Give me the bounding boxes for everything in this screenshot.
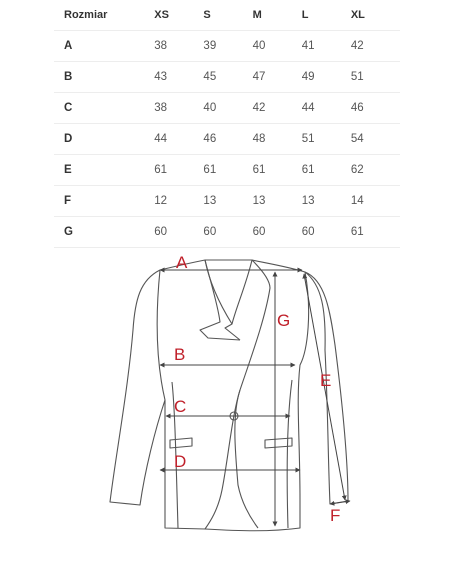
table-cell: 40	[203, 93, 252, 124]
table-cell: 13	[302, 186, 351, 217]
table-cell: 51	[351, 62, 400, 93]
header-m: M	[253, 0, 302, 31]
label-e: E	[320, 371, 332, 390]
table-cell: 61	[253, 155, 302, 186]
table-cell: 38	[154, 93, 203, 124]
table-cell: 45	[203, 62, 252, 93]
table-cell: 61	[302, 155, 351, 186]
table-cell: 48	[253, 124, 302, 155]
label-a: A	[176, 253, 188, 272]
table-cell: 61	[154, 155, 203, 186]
header-l: L	[302, 0, 351, 31]
table-row	[54, 62, 400, 93]
table-cell: 60	[302, 217, 351, 248]
table-cell: 60	[203, 217, 252, 248]
table-cell: 44	[154, 124, 203, 155]
row-label: A	[54, 31, 154, 62]
table-cell: 42	[351, 31, 400, 62]
table-row	[54, 31, 400, 62]
table-cell: 44	[302, 93, 351, 124]
table-cell: 62	[351, 155, 400, 186]
table-row	[54, 93, 400, 124]
table-cell: 51	[302, 124, 351, 155]
table-cell: 47	[253, 62, 302, 93]
table-row	[54, 155, 400, 186]
jacket-measurement-diagram	[0, 240, 452, 584]
table-cell: 40	[253, 31, 302, 62]
label-f: F	[330, 506, 341, 525]
table-cell: 61	[203, 155, 252, 186]
table-cell: 54	[351, 124, 400, 155]
table-header-row	[54, 0, 400, 31]
header-s: S	[203, 0, 252, 31]
row-label: E	[54, 155, 154, 186]
table-row	[54, 186, 400, 217]
table-row	[54, 124, 400, 155]
label-g: G	[277, 311, 291, 330]
table-cell: 49	[302, 62, 351, 93]
table-cell: 12	[154, 186, 203, 217]
measurement-lines	[160, 270, 350, 526]
table-cell: 46	[351, 93, 400, 124]
header-xs: XS	[154, 0, 203, 31]
table-cell: 13	[253, 186, 302, 217]
table-cell: 39	[203, 31, 252, 62]
measure-line-f	[330, 501, 350, 504]
row-label: B	[54, 62, 154, 93]
table-cell: 43	[154, 62, 203, 93]
table-cell: 60	[154, 217, 203, 248]
label-c: C	[174, 397, 187, 416]
table-cell: 46	[203, 124, 252, 155]
table-cell: 60	[253, 217, 302, 248]
row-label: C	[54, 93, 154, 124]
label-b: B	[174, 345, 186, 364]
table-cell: 38	[154, 31, 203, 62]
row-label: D	[54, 124, 154, 155]
table-cell: 13	[203, 186, 252, 217]
label-d: D	[174, 452, 187, 471]
table-cell: 14	[351, 186, 400, 217]
table-cell: 42	[253, 93, 302, 124]
table-cell: 61	[351, 217, 400, 248]
jacket-outline	[110, 260, 348, 531]
header-xl: XL	[351, 0, 400, 31]
header-rozmiar: Rozmiar	[54, 0, 154, 31]
row-label: F	[54, 186, 154, 217]
row-label: G	[54, 217, 154, 248]
measurement-labels	[174, 253, 340, 525]
table-cell: 41	[302, 31, 351, 62]
size-table	[54, 0, 400, 248]
